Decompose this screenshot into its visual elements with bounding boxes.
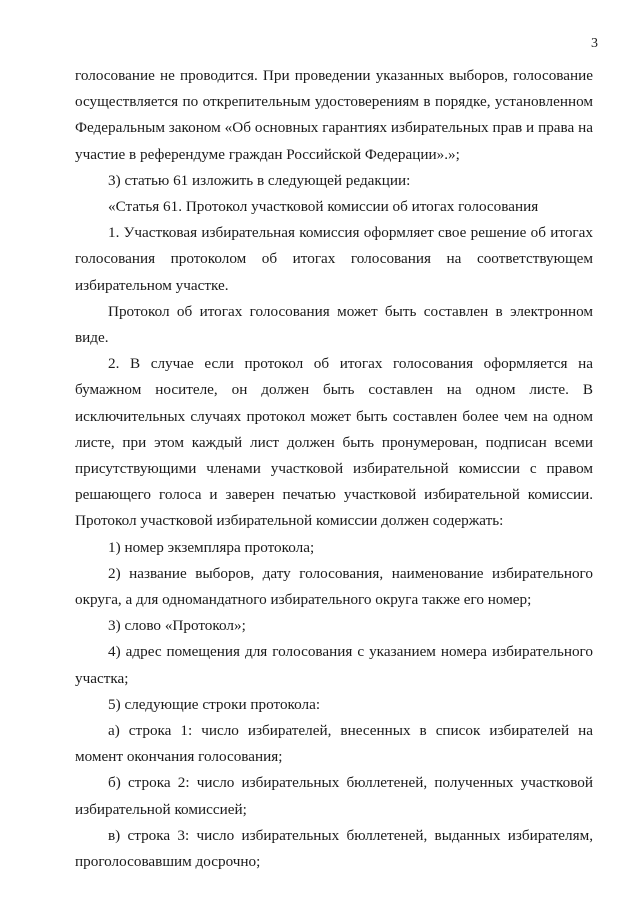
protocol-item-4: 4) адрес помещения для голосования с указанием номера избирательного участка; bbox=[75, 643, 593, 687]
paragraph-continuation: голосование не проводится. При проведении указанных выборов, голосование осуществляется по открепительным удостоверениям в порядке, установленном Федеральным законом «Об основных гарантиях избирательных прав и права на участие в референдуме граждан Российской Федерации».»; bbox=[75, 67, 593, 163]
document-body bbox=[75, 63, 593, 875]
page-number: 3 bbox=[591, 36, 598, 51]
article-61-part-1: 1. Участковая избирательная комиссия оформляет свое решение об итогах голосования протоколом об итогах голосования на соответствующем избирательном участке. bbox=[75, 224, 593, 294]
protocol-item-3: 3) слово «Протокол»; bbox=[108, 617, 246, 635]
protocol-item-2: 2) название выборов, дату голосования, наименование избирательного округа, а для одномандатного избирательного округа также его номер; bbox=[75, 564, 593, 609]
protocol-line-a: а) строка 1: число избирателей, внесенных в список избирателей на момент окончания голосования; bbox=[75, 722, 593, 766]
protocol-item-5: 5) следующие строки протокола: bbox=[108, 695, 321, 713]
protocol-item-1: 1) номер экземпляра протокола; bbox=[108, 538, 315, 556]
protocol-line-b: б) строка 2: число избирательных бюллетеней, полученных участковой избирательной комиссией; bbox=[75, 774, 593, 818]
protocol-line-c: в) строка 3: число избирательных бюллетеней, выданных избирателям, проголосовавшим досрочно; bbox=[75, 826, 593, 871]
article-61-part-1-electronic: Протокол об итогах голосования может быть составлен в электронном виде. bbox=[75, 302, 593, 347]
paragraph-amendment-item-3: 3) статью 61 изложить в следующей редакции: bbox=[108, 171, 411, 189]
article-61-heading: «Статья 61. Протокол участковой комиссии об итогах голосования bbox=[108, 198, 539, 216]
article-61-part-2: 2. В случае если протокол об итогах голосования оформляется на бумажном носителе, он должен быть составлен на одном листе. В исключительных случаях протокол может быть составлен более чем на одном листе, при этом каждый лист должен быть пронумерован, подписан всеми присутствующими членами участковой избирательной комиссии с правом решающего голоса и заверен печатью участковой избирательной комиссии. Протокол участковой избирательной комиссии должен содержать: bbox=[75, 355, 593, 530]
